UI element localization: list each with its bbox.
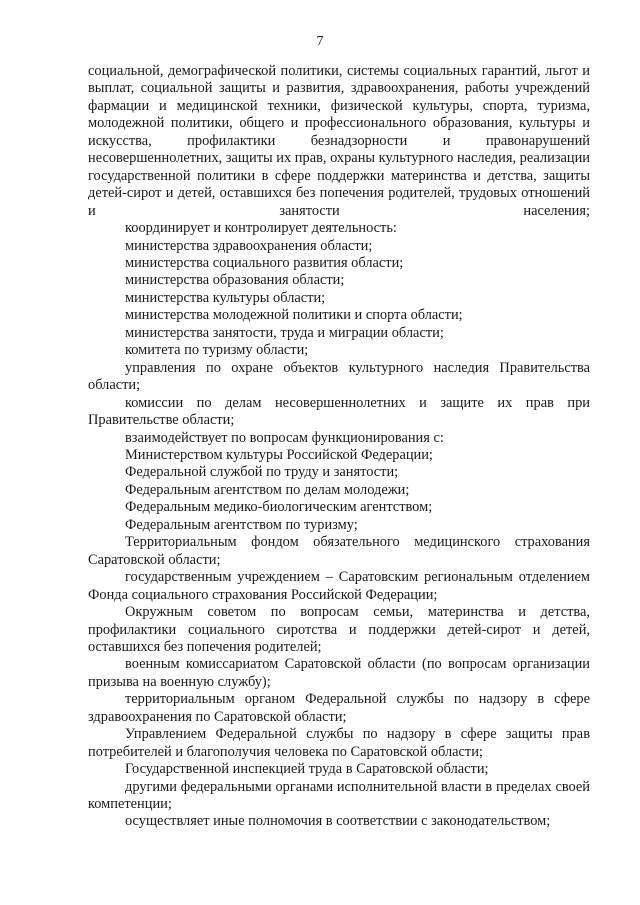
paragraph: комиссии по делам несовершеннолетних и защите их прав при Правительстве области;	[88, 394, 590, 429]
paragraph: осуществляет иные полномочия в соответствии с законодательством;	[125, 813, 551, 830]
paragraph: Окружным советом по вопросам семьи, материнства и детства, профилактики социального сиротства и поддержки детей-сирот и детей, оставшихся без попечения родителей;	[88, 604, 590, 655]
paragraph: Федеральным агентством по туризму;	[125, 516, 358, 533]
paragraph: министерства молодежной политики и спорта области;	[125, 307, 463, 324]
paragraph: министерства культуры области;	[125, 289, 326, 306]
paragraph: другими федеральными органами исполнительной власти в пределах своей компетенции;	[88, 778, 590, 813]
paragraph: взаимодействует по вопросам функционирования с:	[125, 429, 444, 446]
paragraph: Управлением Федеральной службы по надзору в сфере защиты прав потребителей и благополучия человека по Саратовской области;	[88, 726, 590, 760]
page-number: 7	[316, 34, 324, 49]
paragraph: социальной, демографической политики, системы социальных гарантий, льгот и выплат, социальной защиты и развития, здравоохранения, работы учреждений фармации и медицинской техники, физической культуры, спорта, туризма, молодежной политики, общего и профессионального образования, культуры и искусства, профилактики безнадзорности и правонарушений несовершеннолетних, защиты их прав, охраны культурного наследия, реализации государственной политики в сфере поддержки материнства и детства, защиты детей-сирот и детей, оставшихся без попечения родителей, трудовых отношений и занятости населения;	[88, 63, 590, 219]
paragraph: Государственной инспекцией труда в Саратовской области;	[125, 761, 489, 778]
paragraph: комитета по туризму области;	[125, 342, 309, 359]
paragraph: министерства социального развития области;	[125, 254, 404, 271]
paragraph: государственным учреждением – Саратовским региональным отделением Фонда социального страхования Российской Федерации;	[88, 569, 590, 603]
paragraph: Министерством культуры Российской Федерации;	[125, 446, 433, 463]
document-body	[88, 63, 590, 831]
paragraph: Федеральной службой по труду и занятости;	[125, 464, 399, 481]
paragraph: координирует и контролирует деятельность:	[125, 220, 397, 237]
paragraph: министерства здравоохранения области;	[125, 237, 373, 254]
paragraph: министерства занятости, труда и миграции области;	[125, 324, 444, 341]
paragraph: Федеральным медико-биологическим агентством;	[125, 499, 433, 516]
paragraph: Федеральным агентством по делам молодежи;	[125, 481, 410, 498]
paragraph: военным комиссариатом Саратовской области (по вопросам организации призыва на военную службу);	[88, 656, 590, 690]
paragraph: министерства образования области;	[125, 272, 345, 289]
paragraph: управления по охране объектов культурного наследия Правительства области;	[88, 359, 590, 394]
paragraph: Территориальным фондом обязательного медицинского страхования Саратовской области;	[88, 534, 590, 568]
paragraph: территориальным органом Федеральной службы по надзору в сфере здравоохранения по Саратовской области;	[88, 691, 590, 725]
